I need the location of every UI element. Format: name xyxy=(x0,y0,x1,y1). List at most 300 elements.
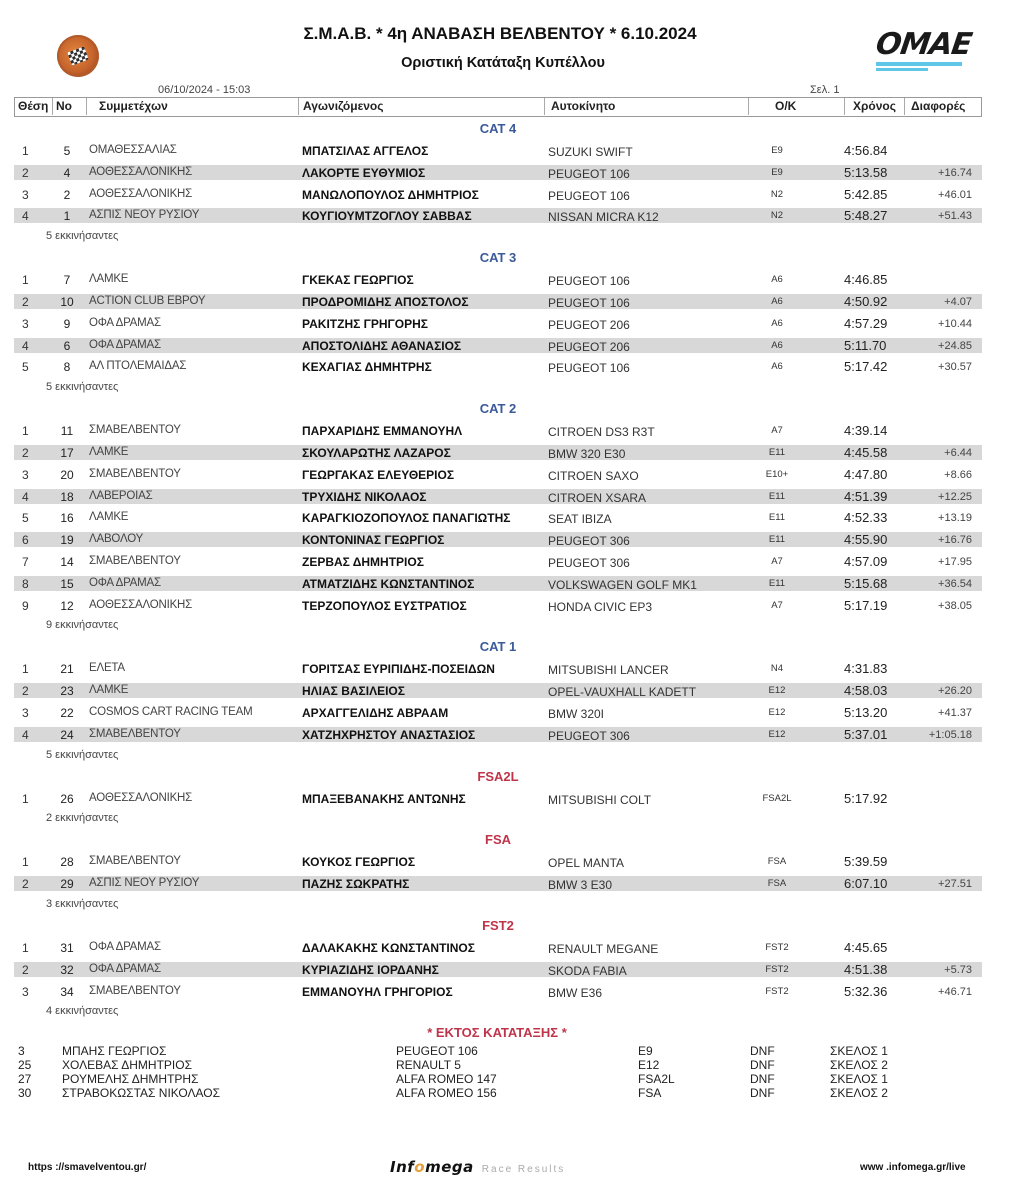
entrant-cell: ΟΦΑ ΔΡΑΜΑΣ xyxy=(89,940,161,953)
entrant-cell: ΣΜΑΒΕΛΒΕΝΤΟΥ xyxy=(89,984,181,997)
class-cell: E11 xyxy=(768,534,786,546)
not-classified-row xyxy=(0,1086,1024,1100)
class-cell: FSA xyxy=(767,878,787,890)
driver-cell: ΚΟΥΚΟΣ ΓΕΩΡΓΙΟΣ xyxy=(302,855,416,870)
column-header-difference: Διαφορές xyxy=(911,99,966,113)
table-row xyxy=(0,420,1024,442)
difference-cell: +16.76 xyxy=(938,534,972,547)
class-cell: E12 xyxy=(768,706,786,718)
number-cell: 3 xyxy=(18,1044,25,1059)
car-cell: PEUGEOT 306 xyxy=(548,728,630,743)
number-cell: 29 xyxy=(60,877,74,892)
time-cell: 4:52.33 xyxy=(844,510,888,526)
time-cell: 4:55.90 xyxy=(844,532,888,548)
table-row xyxy=(0,680,1024,702)
position-cell: 2 xyxy=(22,877,29,892)
entrant-cell: ΟΦΑ ΔΡΑΜΑΣ xyxy=(89,576,161,589)
class-cell: E11 xyxy=(768,512,786,524)
table-row xyxy=(0,442,1024,464)
results-table xyxy=(0,118,1024,1100)
position-cell: 2 xyxy=(22,445,29,460)
category-name: CAT 2 xyxy=(479,401,517,417)
table-row xyxy=(0,140,1024,162)
omae-logo-text: OMAE xyxy=(873,27,974,62)
class-cell: E12 xyxy=(768,685,786,697)
class-cell: FST2 xyxy=(765,963,789,975)
car-cell: BMW 320I xyxy=(548,706,605,721)
car-cell: BMW E36 xyxy=(548,985,603,1000)
entrant-cell: ΑΣΠΙΣ ΝΕΟΥ ΡΥΣΙΟΥ xyxy=(89,209,200,222)
driver-cell: ΧΟΛΕΒΑΣ ΔΗΜΗΤΡΙΟΣ xyxy=(62,1058,193,1073)
table-row xyxy=(0,291,1024,313)
class-cell: FSA xyxy=(638,1086,662,1101)
number-cell: 12 xyxy=(60,598,74,613)
driver-cell: ΚΟΝΤΟΝΙΝΑΣ ΓΕΩΡΓΙΟΣ xyxy=(302,533,445,548)
position-cell: 2 xyxy=(22,684,29,699)
driver-cell: ΧΑΤΖΗΧΡΗΣΤΟΥ ΑΝΑΣΤΑΣΙΟΣ xyxy=(302,727,476,742)
table-row xyxy=(0,529,1024,551)
entrant-cell: ΣΜΑΒΕΛΒΕΝΤΟΥ xyxy=(89,727,181,740)
position-cell: 5 xyxy=(22,511,29,526)
number-cell: 9 xyxy=(63,316,71,331)
driver-cell: ΑΤΜΑΤΖΙΔΗΣ ΚΩΝΣΤΑΝΤΙΝΟΣ xyxy=(302,576,475,591)
driver-cell: ΓΚΕΚΑΣ ΓΕΩΡΓΙΟΣ xyxy=(302,273,414,288)
number-cell: 8 xyxy=(63,360,71,375)
position-cell: 4 xyxy=(22,727,29,742)
position-cell: 1 xyxy=(22,662,29,677)
time-cell: 5:17.19 xyxy=(844,597,888,613)
car-cell: NISSAN MICRA K12 xyxy=(548,210,659,225)
driver-cell: ΤΕΡΖΟΠΟΥΛΟΣ ΕΥΣΤΡΑΤΙΟΣ xyxy=(302,598,467,613)
table-row xyxy=(0,959,1024,981)
column-header-entrant: Συμμετέχων xyxy=(87,98,299,115)
page-number: Σελ. 1 xyxy=(810,84,840,96)
table-row xyxy=(0,464,1024,486)
table-row xyxy=(0,205,1024,227)
driver-cell: ΚΟΥΓΙΟΥΜΤΖΟΓΛΟΥ ΣΑΒΒΑΣ xyxy=(302,209,472,224)
number-cell: 34 xyxy=(60,984,74,999)
row-shading xyxy=(14,532,982,547)
difference-cell: +24.85 xyxy=(938,339,972,352)
position-cell: 1 xyxy=(22,144,29,158)
class-cell: A6 xyxy=(771,274,783,286)
position-cell: 6 xyxy=(22,533,29,548)
driver-cell: ΛΑΚΟΡΤΕ ΕΥΘΥΜΙΟΣ xyxy=(302,165,426,180)
number-cell: 11 xyxy=(60,424,74,439)
entrant-cell: ΟΦΑ ΔΡΑΜΑΣ xyxy=(89,338,161,351)
car-cell: SUZUKI SWIFT xyxy=(548,145,633,159)
class-cell: N2 xyxy=(770,188,784,200)
time-cell: 5:42.85 xyxy=(844,186,888,202)
starters-count: 4 εκκινήσαντες xyxy=(46,1005,119,1018)
omae-logo-strip xyxy=(876,62,962,66)
entrant-cell: ΛΑΜΚΕ xyxy=(89,511,129,524)
driver-cell: ΚΥΡΙΑΖΙΔΗΣ ΙΟΡΔΑΝΗΣ xyxy=(302,962,439,977)
difference-cell: +13.19 xyxy=(938,512,972,525)
position-cell: 4 xyxy=(22,489,29,504)
class-cell: FSA2L xyxy=(638,1072,675,1087)
number-cell: 25 xyxy=(18,1058,32,1073)
driver-cell: ΠΡΟΔΡΟΜΙΔΗΣ ΑΠΟΣΤΟΛΟΣ xyxy=(302,294,469,309)
class-cell: A6 xyxy=(771,295,783,307)
number-cell: 30 xyxy=(18,1086,32,1101)
difference-cell: +6.44 xyxy=(944,446,972,459)
difference-cell: +26.20 xyxy=(938,685,972,698)
number-cell: 27 xyxy=(18,1072,32,1087)
time-cell: 5:32.36 xyxy=(844,983,888,999)
table-row xyxy=(0,551,1024,573)
page-subtitle: Οριστική Κατάταξη Κυπέλλου xyxy=(401,55,605,71)
entrant-cell: ΛΑΒΟΛΟΥ xyxy=(89,533,144,546)
position-cell: 1 xyxy=(22,424,29,439)
entrant-cell: ΛΑΜΚΕ xyxy=(89,445,129,458)
driver-cell: ΤΡΥΧΙΔΗΣ ΝΙΚΟΛΑΟΣ xyxy=(302,489,427,504)
time-cell: 5:13.58 xyxy=(844,164,888,180)
time-cell: 4:45.58 xyxy=(844,444,888,460)
time-cell: 4:31.83 xyxy=(844,661,888,677)
class-cell: FSA xyxy=(767,856,787,868)
driver-cell: ΔΑΛΑΚΑΚΗΣ ΚΩΝΣΤΑΝΤΙΝΟΣ xyxy=(302,940,475,955)
difference-cell: +30.57 xyxy=(938,361,972,374)
time-cell: 4:57.09 xyxy=(844,553,888,569)
difference-cell: +46.01 xyxy=(938,188,972,201)
class-cell: A6 xyxy=(771,317,783,329)
class-cell: E9 xyxy=(771,145,783,156)
note-cell: ΣΚΕΛΟΣ 1 xyxy=(830,1044,888,1059)
car-cell: BMW 3 E30 xyxy=(548,878,613,893)
number-cell: 7 xyxy=(63,273,71,288)
entrant-cell: ΣΜΑΒΕΛΒΕΝΤΟΥ xyxy=(89,467,181,480)
status-cell: DNF xyxy=(750,1072,775,1087)
car-cell: RENAULT MEGANE xyxy=(548,941,659,956)
time-cell: 4:51.38 xyxy=(844,961,888,977)
difference-cell: +36.54 xyxy=(938,577,972,590)
category-name: CAT 1 xyxy=(479,639,517,655)
starters-count: 5 εκκινήσαντες xyxy=(46,381,119,394)
car-cell: ALFA ROMEO 156 xyxy=(396,1086,497,1101)
car-cell: MITSUBISHI COLT xyxy=(548,792,652,807)
infomega-tagline: Race Results xyxy=(481,1164,566,1175)
driver-cell: ΣΤΡΑΒΟΚΩΣΤΑΣ ΝΙΚΟΛΑΟΣ xyxy=(62,1086,221,1101)
driver-cell: ΑΠΟΣΤΟΛΙΔΗΣ ΑΘΑΝΑΣΙΟΣ xyxy=(302,338,462,353)
class-cell: A6 xyxy=(771,361,783,373)
time-cell: 4:58.03 xyxy=(844,683,888,699)
starters-count: 9 εκκινήσαντες xyxy=(46,619,119,632)
omae-logo xyxy=(873,27,974,71)
entrant-cell: ΣΜΑΒΕΛΒΕΝΤΟΥ xyxy=(89,855,181,868)
row-shading xyxy=(14,489,982,504)
class-cell: A7 xyxy=(771,425,783,437)
position-cell: 1 xyxy=(22,273,29,288)
table-row xyxy=(0,658,1024,680)
difference-cell: +27.51 xyxy=(938,878,972,891)
omae-logo-strip xyxy=(876,68,928,71)
number-cell: 17 xyxy=(60,445,74,460)
driver-cell: ΜΠΑΤΣΙΛΑΣ ΑΓΓΕΛΟΣ xyxy=(302,144,429,158)
number-cell: 2 xyxy=(63,187,71,202)
table-row xyxy=(0,851,1024,873)
starters-count: 5 εκκινήσαντες xyxy=(46,748,119,761)
category-heading xyxy=(0,398,1024,420)
table-row xyxy=(0,873,1024,895)
difference-cell: +10.44 xyxy=(938,317,972,330)
difference-cell: +38.05 xyxy=(938,599,972,612)
car-cell: CITROEN XSARA xyxy=(548,490,647,505)
position-cell: 3 xyxy=(22,984,29,999)
not-classified-title: * ΕΚΤΟΣ ΚΑΤΑΤΑΞΗΣ * xyxy=(427,1025,567,1041)
class-cell: E11 xyxy=(768,577,786,589)
entrant-cell: ΛΑΜΚΕ xyxy=(89,684,129,697)
entrant-cell: ΣΜΑΒΕΛΒΕΝΤΟΥ xyxy=(89,424,181,437)
car-cell: CITROEN DS3 R3T xyxy=(548,425,655,440)
class-cell: A7 xyxy=(771,555,783,567)
time-cell: 4:56.84 xyxy=(844,143,888,158)
column-header-driver: Αγωνιζόμενος xyxy=(299,98,545,115)
print-datetime: 06/10/2024 - 15:03 xyxy=(158,84,251,96)
category-name: CAT 4 xyxy=(479,121,517,136)
number-cell: 32 xyxy=(60,962,74,977)
column-header-car: Αυτοκίνητο xyxy=(545,98,749,115)
position-cell: 1 xyxy=(22,940,29,955)
class-cell: FST2 xyxy=(765,941,789,953)
table-row xyxy=(0,486,1024,508)
starters-count: 2 εκκινήσαντες xyxy=(46,812,119,825)
table-row xyxy=(0,981,1024,1003)
note-cell: ΣΚΕΛΟΣ 2 xyxy=(830,1086,888,1101)
entrant-cell: ΟΦΑ ΔΡΑΜΑΣ xyxy=(89,962,161,975)
car-cell: PEUGEOT 106 xyxy=(548,361,630,376)
difference-cell: +4.07 xyxy=(944,295,972,308)
position-cell: 5 xyxy=(22,360,29,375)
car-cell: BMW 320 E30 xyxy=(548,446,626,461)
table-row xyxy=(0,269,1024,291)
column-header-time: Χρόνος xyxy=(845,98,905,115)
time-cell: 4:46.85 xyxy=(844,272,888,288)
car-cell: PEUGEOT 106 xyxy=(396,1044,478,1059)
status-cell: DNF xyxy=(750,1058,775,1073)
difference-cell: +5.73 xyxy=(944,963,972,976)
number-cell: 4 xyxy=(63,165,71,180)
car-cell: CITROEN SAXO xyxy=(548,468,639,483)
table-row xyxy=(0,313,1024,335)
number-cell: 19 xyxy=(60,533,74,548)
entrant-cell: ΑΟΘΕΣΣΑΛΟΝΙΚΗΣ xyxy=(89,598,193,611)
driver-cell: ΡΟΥΜΕΛΗΣ ΔΗΜΗΤΡΗΣ xyxy=(62,1072,199,1087)
entrant-cell: ΣΜΑΒΕΛΒΕΝΤΟΥ xyxy=(89,554,181,567)
position-cell: 4 xyxy=(22,338,29,353)
table-row xyxy=(0,356,1024,378)
entrant-cell: ΛΑΜΚΕ xyxy=(89,273,129,286)
class-cell: A6 xyxy=(771,339,783,351)
class-cell: E12 xyxy=(638,1058,660,1073)
time-cell: 5:17.92 xyxy=(844,790,888,806)
entrant-cell: ΕΛΕΤΑ xyxy=(89,662,125,675)
position-cell: 3 xyxy=(22,316,29,331)
number-cell: 6 xyxy=(63,338,71,353)
status-cell: DNF xyxy=(750,1044,775,1059)
car-cell: PEUGEOT 106 xyxy=(548,274,630,289)
time-cell: 5:37.01 xyxy=(844,726,888,742)
time-cell: 4:50.92 xyxy=(844,293,888,309)
car-cell: PEUGEOT 106 xyxy=(548,188,630,203)
table-row xyxy=(0,788,1024,810)
car-cell: SEAT IBIZA xyxy=(548,512,612,527)
difference-cell: +12.25 xyxy=(938,490,972,503)
number-cell: 26 xyxy=(60,791,74,806)
class-cell: E9 xyxy=(638,1044,653,1059)
driver-cell: ΡΑΚΙΤΖΗΣ ΓΡΗΓΟΡΗΣ xyxy=(302,316,428,331)
car-cell: HONDA CIVIC EP3 xyxy=(548,599,653,614)
difference-cell: +8.66 xyxy=(944,468,972,481)
class-cell: N2 xyxy=(770,210,784,222)
time-cell: 4:39.14 xyxy=(844,423,888,439)
row-shading xyxy=(14,683,982,698)
entrant-cell: ΑΟΘΕΣΣΑΛΟΝΙΚΗΣ xyxy=(89,165,193,178)
entrant-cell: ΑΣΠΙΣ ΝΕΟΥ ΡΥΣΙΟΥ xyxy=(89,877,200,890)
car-cell: VOLKSWAGEN GOLF MK1 xyxy=(548,577,697,592)
position-cell: 8 xyxy=(22,576,29,591)
column-header-class: Ο/Κ xyxy=(749,98,845,115)
number-cell: 31 xyxy=(60,940,74,955)
category-heading xyxy=(0,766,1024,788)
driver-cell: ΣΚΟΥΛΑΡΩΤΗΣ ΛΑΖΑΡΟΣ xyxy=(302,445,451,460)
class-cell: N4 xyxy=(770,663,784,675)
car-cell: SKODA FABIA xyxy=(548,963,627,978)
not-classified-row xyxy=(0,1044,1024,1058)
driver-cell: ΗΛΙΑΣ ΒΑΣΙΛΕΙΟΣ xyxy=(302,684,405,699)
category-name: FSA2L xyxy=(477,768,519,784)
class-cell: E11 xyxy=(768,490,786,502)
infomega-brand: Infomega xyxy=(390,1158,474,1176)
class-cell: E11 xyxy=(768,446,786,458)
category-heading xyxy=(0,829,1024,851)
table-row xyxy=(0,184,1024,206)
number-cell: 18 xyxy=(60,489,74,504)
entrant-cell: ΟΦΑ ΔΡΑΜΑΣ xyxy=(89,316,161,329)
time-cell: 5:17.42 xyxy=(844,359,888,375)
entrant-cell: ΑΟΘΕΣΣΑΛΟΝΙΚΗΣ xyxy=(89,187,193,200)
footer-right-url[interactable]: www .infomega.gr/live xyxy=(860,1162,966,1173)
position-cell: 2 xyxy=(22,962,29,977)
entrant-cell: COSMOS CART RACING TEAM xyxy=(89,705,253,718)
car-cell: PEUGEOT 206 xyxy=(548,339,630,354)
number-cell: 16 xyxy=(60,511,74,526)
time-cell: 4:57.29 xyxy=(844,315,888,331)
entrant-cell: ΟΜΑΘΕΣΣΑΛΙΑΣ xyxy=(89,144,177,156)
table-row xyxy=(0,937,1024,959)
entrant-cell: ΑΛ ΠΤΟΛΕΜΑΙΔΑΣ xyxy=(89,360,187,373)
footer-left-url[interactable]: https ://smavelventou.gr/ xyxy=(28,1162,147,1173)
status-cell: DNF xyxy=(750,1086,775,1101)
category-heading xyxy=(0,636,1024,658)
note-cell: ΣΚΕΛΟΣ 1 xyxy=(830,1072,888,1087)
starters-count: 3 εκκινήσαντες xyxy=(46,897,119,910)
car-cell: MITSUBISHI LANCER xyxy=(548,663,669,678)
driver-cell: ΜΠΑΞΕΒΑΝΑΚΗΣ ΑΝΤΩΝΗΣ xyxy=(302,791,466,806)
starters-count: 5 εκκινήσαντες xyxy=(46,230,119,243)
class-cell: E9 xyxy=(771,166,783,178)
number-cell: 23 xyxy=(60,684,74,699)
position-cell: 4 xyxy=(22,209,29,224)
class-cell: FSA2L xyxy=(762,792,792,804)
number-cell: 10 xyxy=(60,294,74,309)
table-row xyxy=(0,702,1024,724)
category-name: FSA xyxy=(485,832,511,848)
driver-cell: ΠΑΡΧΑΡΙΔΗΣ ΕΜΜΑΝΟΥΗΛ xyxy=(302,424,463,439)
driver-cell: ΖΕΡΒΑΣ ΔΗΜΗΤΡΙΟΣ xyxy=(302,554,424,569)
time-cell: 5:48.27 xyxy=(844,208,888,224)
number-cell: 5 xyxy=(63,144,71,158)
category-name: CAT 3 xyxy=(479,250,517,266)
time-cell: 5:15.68 xyxy=(844,575,888,591)
number-cell: 24 xyxy=(60,727,74,742)
category-heading xyxy=(0,915,1024,937)
position-cell: 3 xyxy=(22,705,29,720)
table-row xyxy=(0,507,1024,529)
time-cell: 4:47.80 xyxy=(844,466,888,482)
table-row xyxy=(0,573,1024,595)
time-cell: 5:39.59 xyxy=(844,854,888,870)
position-cell: 1 xyxy=(22,855,29,870)
position-cell: 2 xyxy=(22,165,29,180)
driver-cell: ΜΑΝΩΛΟΠΟΥΛΟΣ ΔΗΜΗΤΡΙΟΣ xyxy=(302,187,479,202)
class-cell: E10+ xyxy=(765,468,789,480)
driver-cell: ΚΑΡΑΓΚΙΟΖΟΠΟΥΛΟΣ ΠΑΝΑΓΙΩΤΗΣ xyxy=(302,511,511,526)
entrant-cell: ACTION CLUB ΕΒΡΟΥ xyxy=(89,294,206,307)
page-title: Σ.Μ.Α.Β. * 4η ΑΝΑΒΑΣΗ ΒΕΛΒΕΝΤΟΥ * 6.10.2024 xyxy=(303,24,697,43)
position-cell: 3 xyxy=(22,187,29,202)
entrant-cell: ΛΑΒΕΡΟΙΑΣ xyxy=(89,489,153,502)
difference-cell: +17.95 xyxy=(938,555,972,568)
driver-cell: ΠΑΖΗΣ ΣΩΚΡΑΤΗΣ xyxy=(302,877,410,892)
row-shading xyxy=(14,445,982,460)
number-cell: 21 xyxy=(60,662,74,677)
time-cell: 5:13.20 xyxy=(844,704,888,720)
column-header-position: Θέση xyxy=(15,98,53,115)
class-cell: E12 xyxy=(768,728,786,740)
car-cell: PEUGEOT 106 xyxy=(548,166,630,181)
number-cell: 1 xyxy=(63,209,71,224)
number-cell: 22 xyxy=(60,705,74,720)
table-header xyxy=(14,97,982,117)
driver-cell: ΑΡΧΑΓΓΕΛΙΔΗΣ ΑΒΡΑΑΜ xyxy=(302,705,449,720)
not-classified-heading xyxy=(0,1022,1024,1044)
position-cell: 1 xyxy=(22,791,29,806)
driver-cell: ΓΕΩΡΓΑΚΑΣ ΕΛΕΥΘΕΡΙΟΣ xyxy=(302,467,455,482)
difference-cell: +16.74 xyxy=(938,166,972,179)
position-cell: 9 xyxy=(22,598,29,613)
not-classified-row xyxy=(0,1072,1024,1086)
note-cell: ΣΚΕΛΟΣ 2 xyxy=(830,1058,888,1073)
difference-cell: +41.37 xyxy=(938,706,972,719)
category-heading xyxy=(0,118,1024,140)
time-cell: 4:51.39 xyxy=(844,488,888,504)
table-row xyxy=(0,162,1024,184)
driver-cell: ΕΜΜΑΝΟΥΗΛ ΓΡΗΓΟΡΙΟΣ xyxy=(302,984,453,999)
driver-cell: ΚΕΧΑΓΙΑΣ ΔΗΜΗΤΡΗΣ xyxy=(302,360,432,375)
infomega-logo xyxy=(390,1158,565,1177)
not-classified-row xyxy=(0,1058,1024,1072)
number-cell: 14 xyxy=(60,554,74,569)
position-cell: 2 xyxy=(22,294,29,309)
position-cell: 3 xyxy=(22,467,29,482)
table-row xyxy=(0,335,1024,357)
table-row xyxy=(0,595,1024,617)
position-cell: 7 xyxy=(22,554,29,569)
car-cell: PEUGEOT 106 xyxy=(548,295,630,310)
entrant-cell: ΑΟΘΕΣΣΑΛΟΝΙΚΗΣ xyxy=(89,791,193,804)
number-cell: 28 xyxy=(60,855,74,870)
